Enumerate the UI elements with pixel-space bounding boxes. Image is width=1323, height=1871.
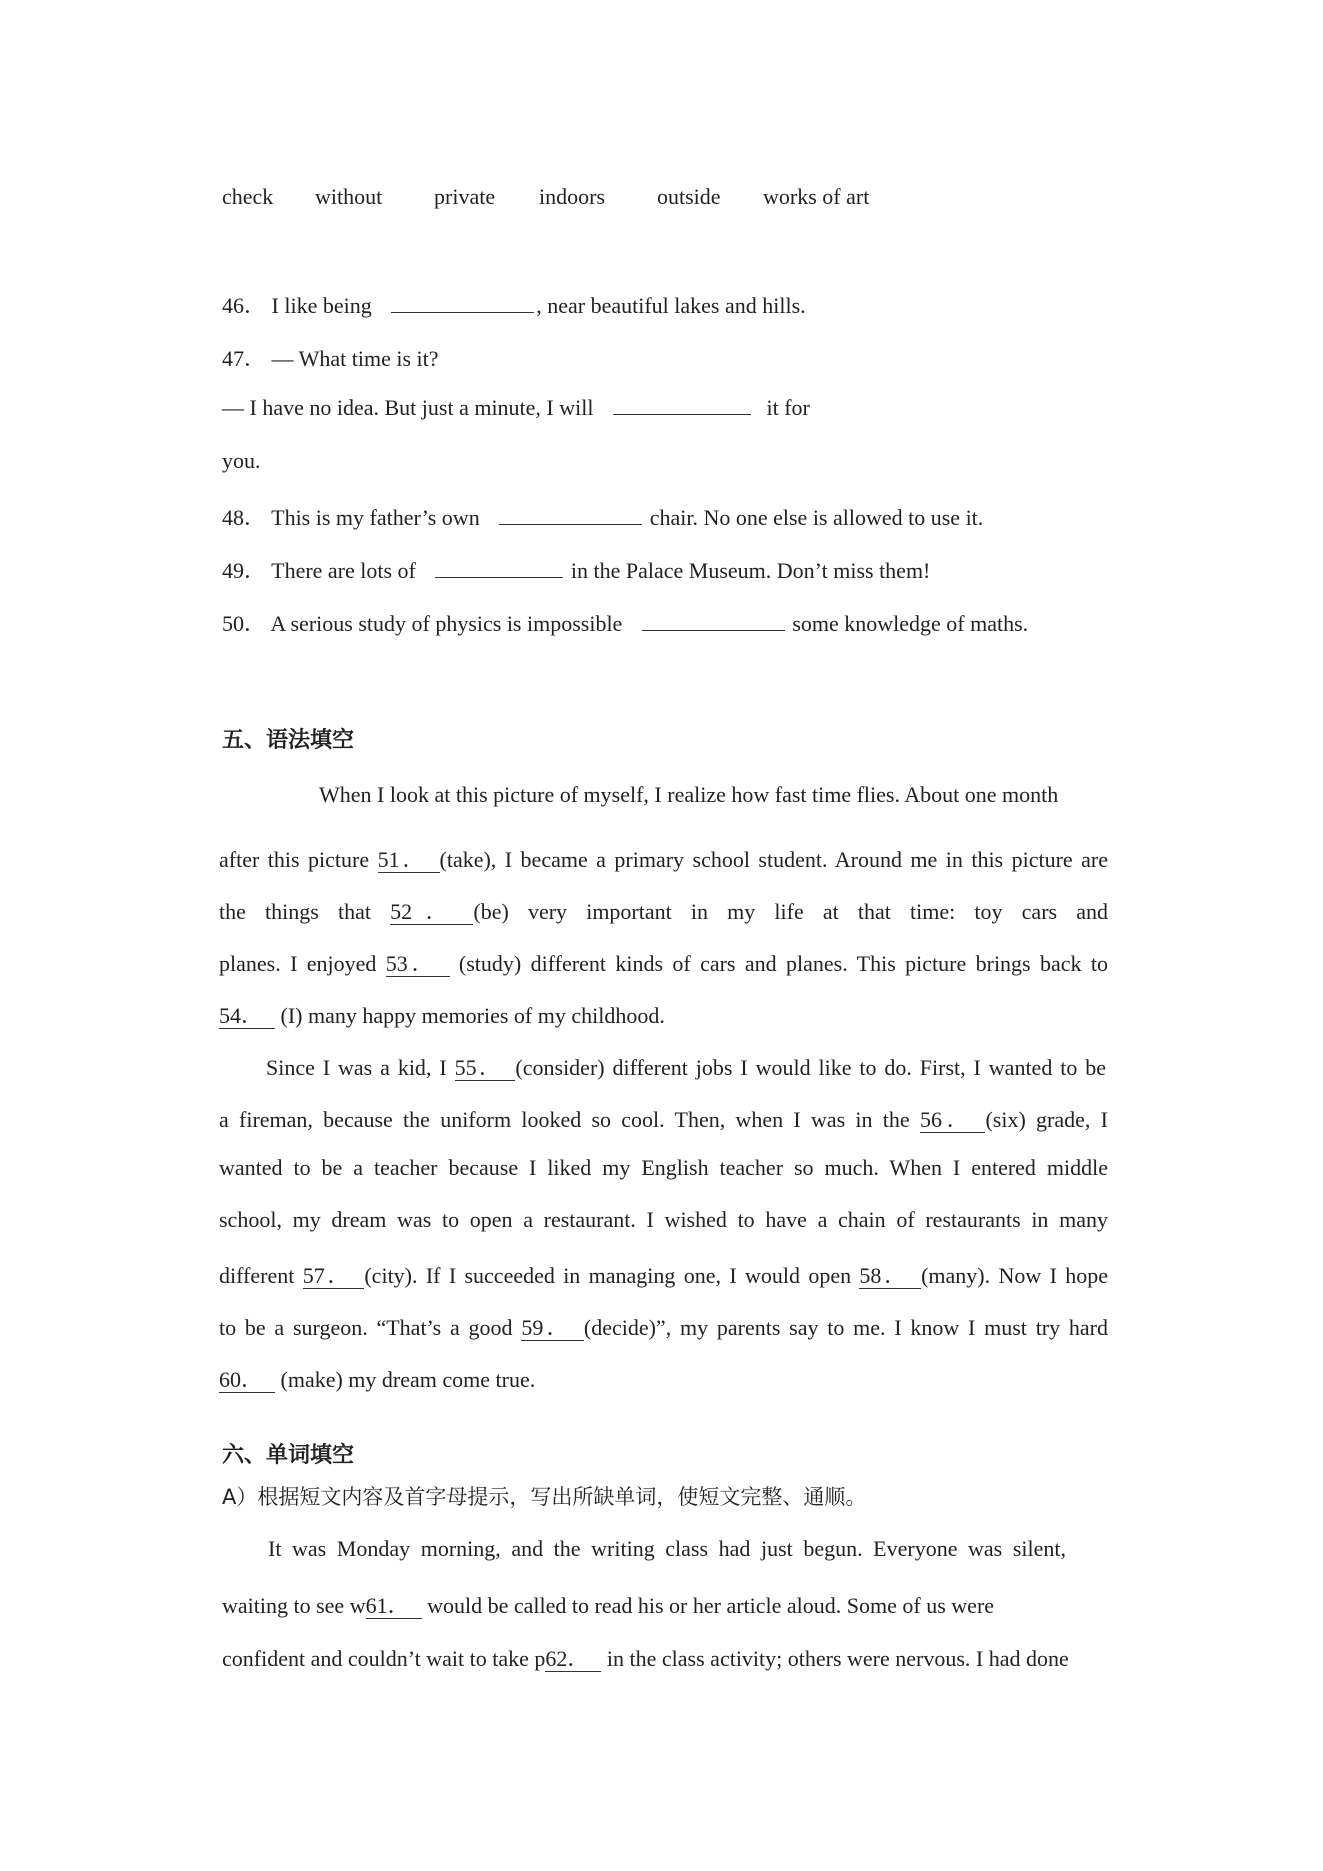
passage-text: Since I was a kid, I [266, 1055, 447, 1080]
passage-text: in the class activity; others were nervous. I had done [606, 1646, 1069, 1671]
question-47-reply-end: you. [222, 448, 261, 473]
question-text: I like being [271, 293, 372, 318]
question-47 [222, 342, 439, 373]
question-text: chair. No one else is allowed to use it. [649, 505, 984, 530]
passage-line [219, 947, 1108, 978]
passage-line: It was Monday morning, and the writing class had just begun. Everyone was silent, [268, 1536, 1066, 1561]
passage-line [219, 1311, 1108, 1342]
passage-text: (be) very important in my life at that time: toy cars and [473, 899, 1108, 924]
question-text: — What time is it? [271, 346, 439, 371]
passage-line: school, my dream was to open a restaurant. I wished to have a chain of restaurants in many [219, 1207, 1108, 1232]
passage-line [222, 1589, 994, 1620]
passage-text: (city). If I succeeded in managing one, I would open [364, 1263, 852, 1288]
question-number: 48． [222, 505, 267, 530]
question-text: , near beautiful lakes and hills. [536, 293, 806, 318]
question-50 [222, 607, 1028, 638]
passage-text: different [219, 1263, 295, 1288]
passage-line [219, 999, 665, 1030]
passage-text: (consider) different jobs I would like to do. First, I wanted to be [515, 1055, 1107, 1080]
passage-text: the things that [219, 899, 371, 924]
passage-text: to be a surgeon. “That’s a good [219, 1315, 513, 1340]
answer-blank[interactable] [613, 396, 751, 415]
blank-number[interactable]: 52． [390, 899, 473, 925]
passage-text: (I) many happy memories of my childhood. [280, 1003, 665, 1028]
passage-text: (make) my dream come true. [280, 1367, 536, 1392]
blank-number[interactable]: 51． [378, 847, 440, 873]
passage-text: after this picture [219, 847, 370, 872]
question-number: 50． [222, 611, 267, 636]
passage-text: planes. I enjoyed [219, 951, 377, 976]
blank-number[interactable]: 58． [859, 1263, 921, 1289]
blank-number[interactable]: 59． [521, 1315, 584, 1341]
passage-text: (six) grade, I [985, 1107, 1108, 1132]
passage-text: (many). Now I hope [921, 1263, 1108, 1288]
blank-number[interactable]: 57． [303, 1263, 365, 1289]
passage-line [219, 843, 1108, 874]
passage-line [219, 1103, 1108, 1134]
blank-number[interactable]: 60． [219, 1367, 275, 1393]
blank-number[interactable]: 61． [366, 1593, 422, 1619]
question-number: 47． [222, 346, 267, 371]
section-6-instruction: A）根据短文内容及首字母提示，写出所缺单词，使短文完整、通顺。 [222, 1485, 867, 1509]
passage-text: (study) different kinds of cars and planes. This picture brings back to [458, 951, 1108, 976]
blank-number[interactable]: 54． [219, 1003, 275, 1029]
word-bank-item: private [434, 184, 496, 209]
word-bank-item: works of art [763, 184, 870, 209]
answer-blank[interactable] [391, 294, 534, 313]
passage-line [222, 1642, 1069, 1673]
answer-blank[interactable] [499, 506, 642, 525]
passage-line: wanted to be a teacher because I liked my English teacher so much. When I entered middle [219, 1155, 1108, 1180]
passage-text: a fireman, because the uniform looked so cool. Then, when I was in the [219, 1107, 910, 1132]
blank-number[interactable]: 56． [920, 1107, 986, 1133]
passage-text: confident and couldn’t wait to take p [222, 1646, 546, 1671]
passage-text: would be called to read his or her article aloud. Some of us were [427, 1593, 995, 1618]
question-text: some knowledge of maths. [792, 611, 1029, 636]
passage-line [219, 1363, 535, 1394]
answer-blank[interactable] [642, 612, 785, 631]
question-number: 49． [222, 558, 267, 583]
blank-number[interactable]: 55． [455, 1055, 516, 1081]
question-47-reply [222, 395, 810, 421]
blank-number[interactable]: 53． [386, 951, 450, 977]
question-48 [222, 501, 983, 532]
section-5-heading: 五、语法填空 [222, 728, 355, 753]
passage-line [266, 1051, 1106, 1082]
blank-number[interactable]: 62． [545, 1646, 601, 1672]
question-49 [222, 554, 930, 585]
question-number: 46． [222, 293, 267, 318]
question-46 [222, 289, 806, 320]
question-text: in the Palace Museum. Don’t miss them! [570, 558, 931, 583]
word-bank-item: indoors [539, 184, 605, 209]
question-text: A serious study of physics is impossible [270, 611, 623, 636]
passage-text: (decide)”, my parents say to me. I know I must try hard [583, 1315, 1108, 1340]
question-text: There are lots of [271, 558, 416, 583]
passage-text: (take), I became a primary school student. Around me in this picture are [439, 847, 1108, 872]
question-text: This is my father’s own [271, 505, 480, 530]
passage-line [219, 895, 1108, 926]
passage-line [219, 1259, 1108, 1290]
passage-line: When I look at this picture of myself, I realize how fast time flies. About one month [319, 782, 1059, 807]
answer-blank[interactable] [435, 559, 563, 578]
word-bank-item: outside [657, 184, 721, 209]
word-bank-item: without [315, 184, 383, 209]
word-bank-item: check [222, 184, 274, 209]
section-6-heading: 六、单词填空 [222, 1443, 355, 1468]
question-text: it for [766, 395, 810, 420]
passage-text: waiting to see w [222, 1593, 366, 1618]
question-text: — I have no idea. But just a minute, I will [222, 395, 594, 420]
